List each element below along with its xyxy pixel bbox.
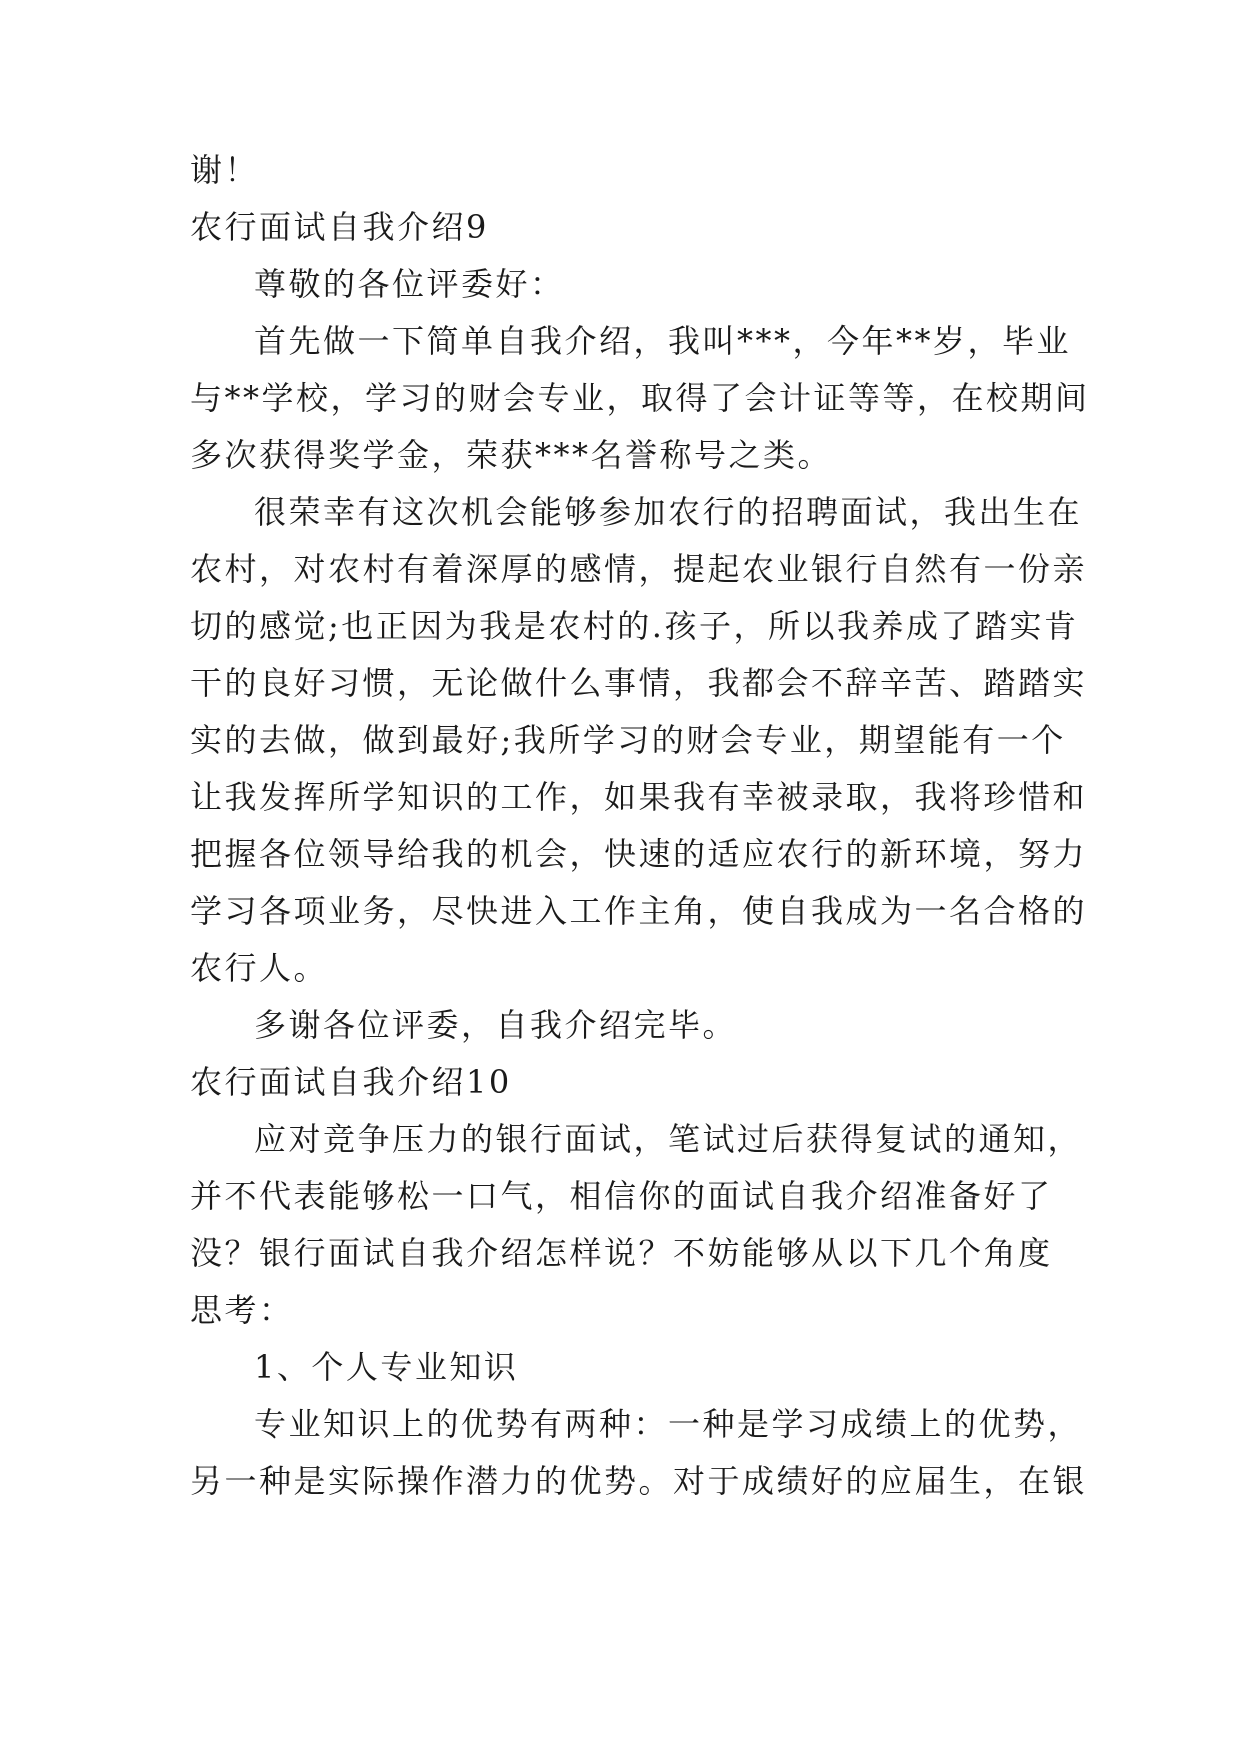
text-line: 农村，对农村有着深厚的感情，提起农业银行自然有一份亲: [190, 550, 1088, 588]
text-line: 首先做一下简单自我介绍，我叫***，今年**岁，毕业: [254, 322, 1072, 360]
text-line: 农行人。: [190, 949, 329, 987]
text-line: 干的良好习惯，无论做什么事情，我都会不辞辛苦、踏踏实: [190, 664, 1088, 702]
text-line: 思考：: [190, 1291, 294, 1329]
text-line: 实的去做，做到最好;我所学习的财会专业，期望能有一个: [190, 721, 1066, 759]
list-item: 1、个人专业知识: [254, 1348, 519, 1386]
text-line: 切的感觉;也正因为我是农村的.孩子，所以我养成了踏实肯: [190, 607, 1079, 645]
text-line: 并不代表能够松一口气，相信你的面试自我介绍准备好了: [190, 1177, 1053, 1215]
text-line: 让我发挥所学知识的工作，如果我有幸被录取，我将珍惜和: [190, 778, 1088, 816]
text-line: 没？银行面试自我介绍怎样说？不妨能够从以下几个角度: [190, 1234, 1053, 1272]
text-line: 学习各项业务，尽快进入工作主角，使自我成为一名合格的: [190, 892, 1088, 930]
section-heading: 农行面试自我介绍10: [190, 1063, 512, 1101]
text-line: 应对竞争压力的银行面试，笔试过后获得复试的通知，: [254, 1120, 1083, 1158]
text-line: 尊敬的各位评委好：: [254, 265, 565, 303]
section-heading: 农行面试自我介绍9: [190, 208, 489, 246]
text-line: 把握各位领导给我的机会，快速的适应农行的新环境，努力: [190, 835, 1088, 873]
text-line: 另一种是实际操作潜力的优势。对于成绩好的应届生，在银: [190, 1462, 1088, 1500]
text-line: 多次获得奖学金，荣获***名誉称号之类。: [190, 436, 833, 474]
text-line: 多谢各位评委，自我介绍完毕。: [254, 1006, 738, 1044]
text-line: 专业知识上的优势有两种：一种是学习成绩上的优势，: [254, 1405, 1083, 1443]
text-line: 很荣幸有这次机会能够参加农行的招聘面试，我出生在: [254, 493, 1083, 531]
text-line: 与**学校，学习的财会专业，取得了会计证等等，在校期间: [190, 379, 1090, 417]
text-line: 谢！: [190, 151, 260, 189]
